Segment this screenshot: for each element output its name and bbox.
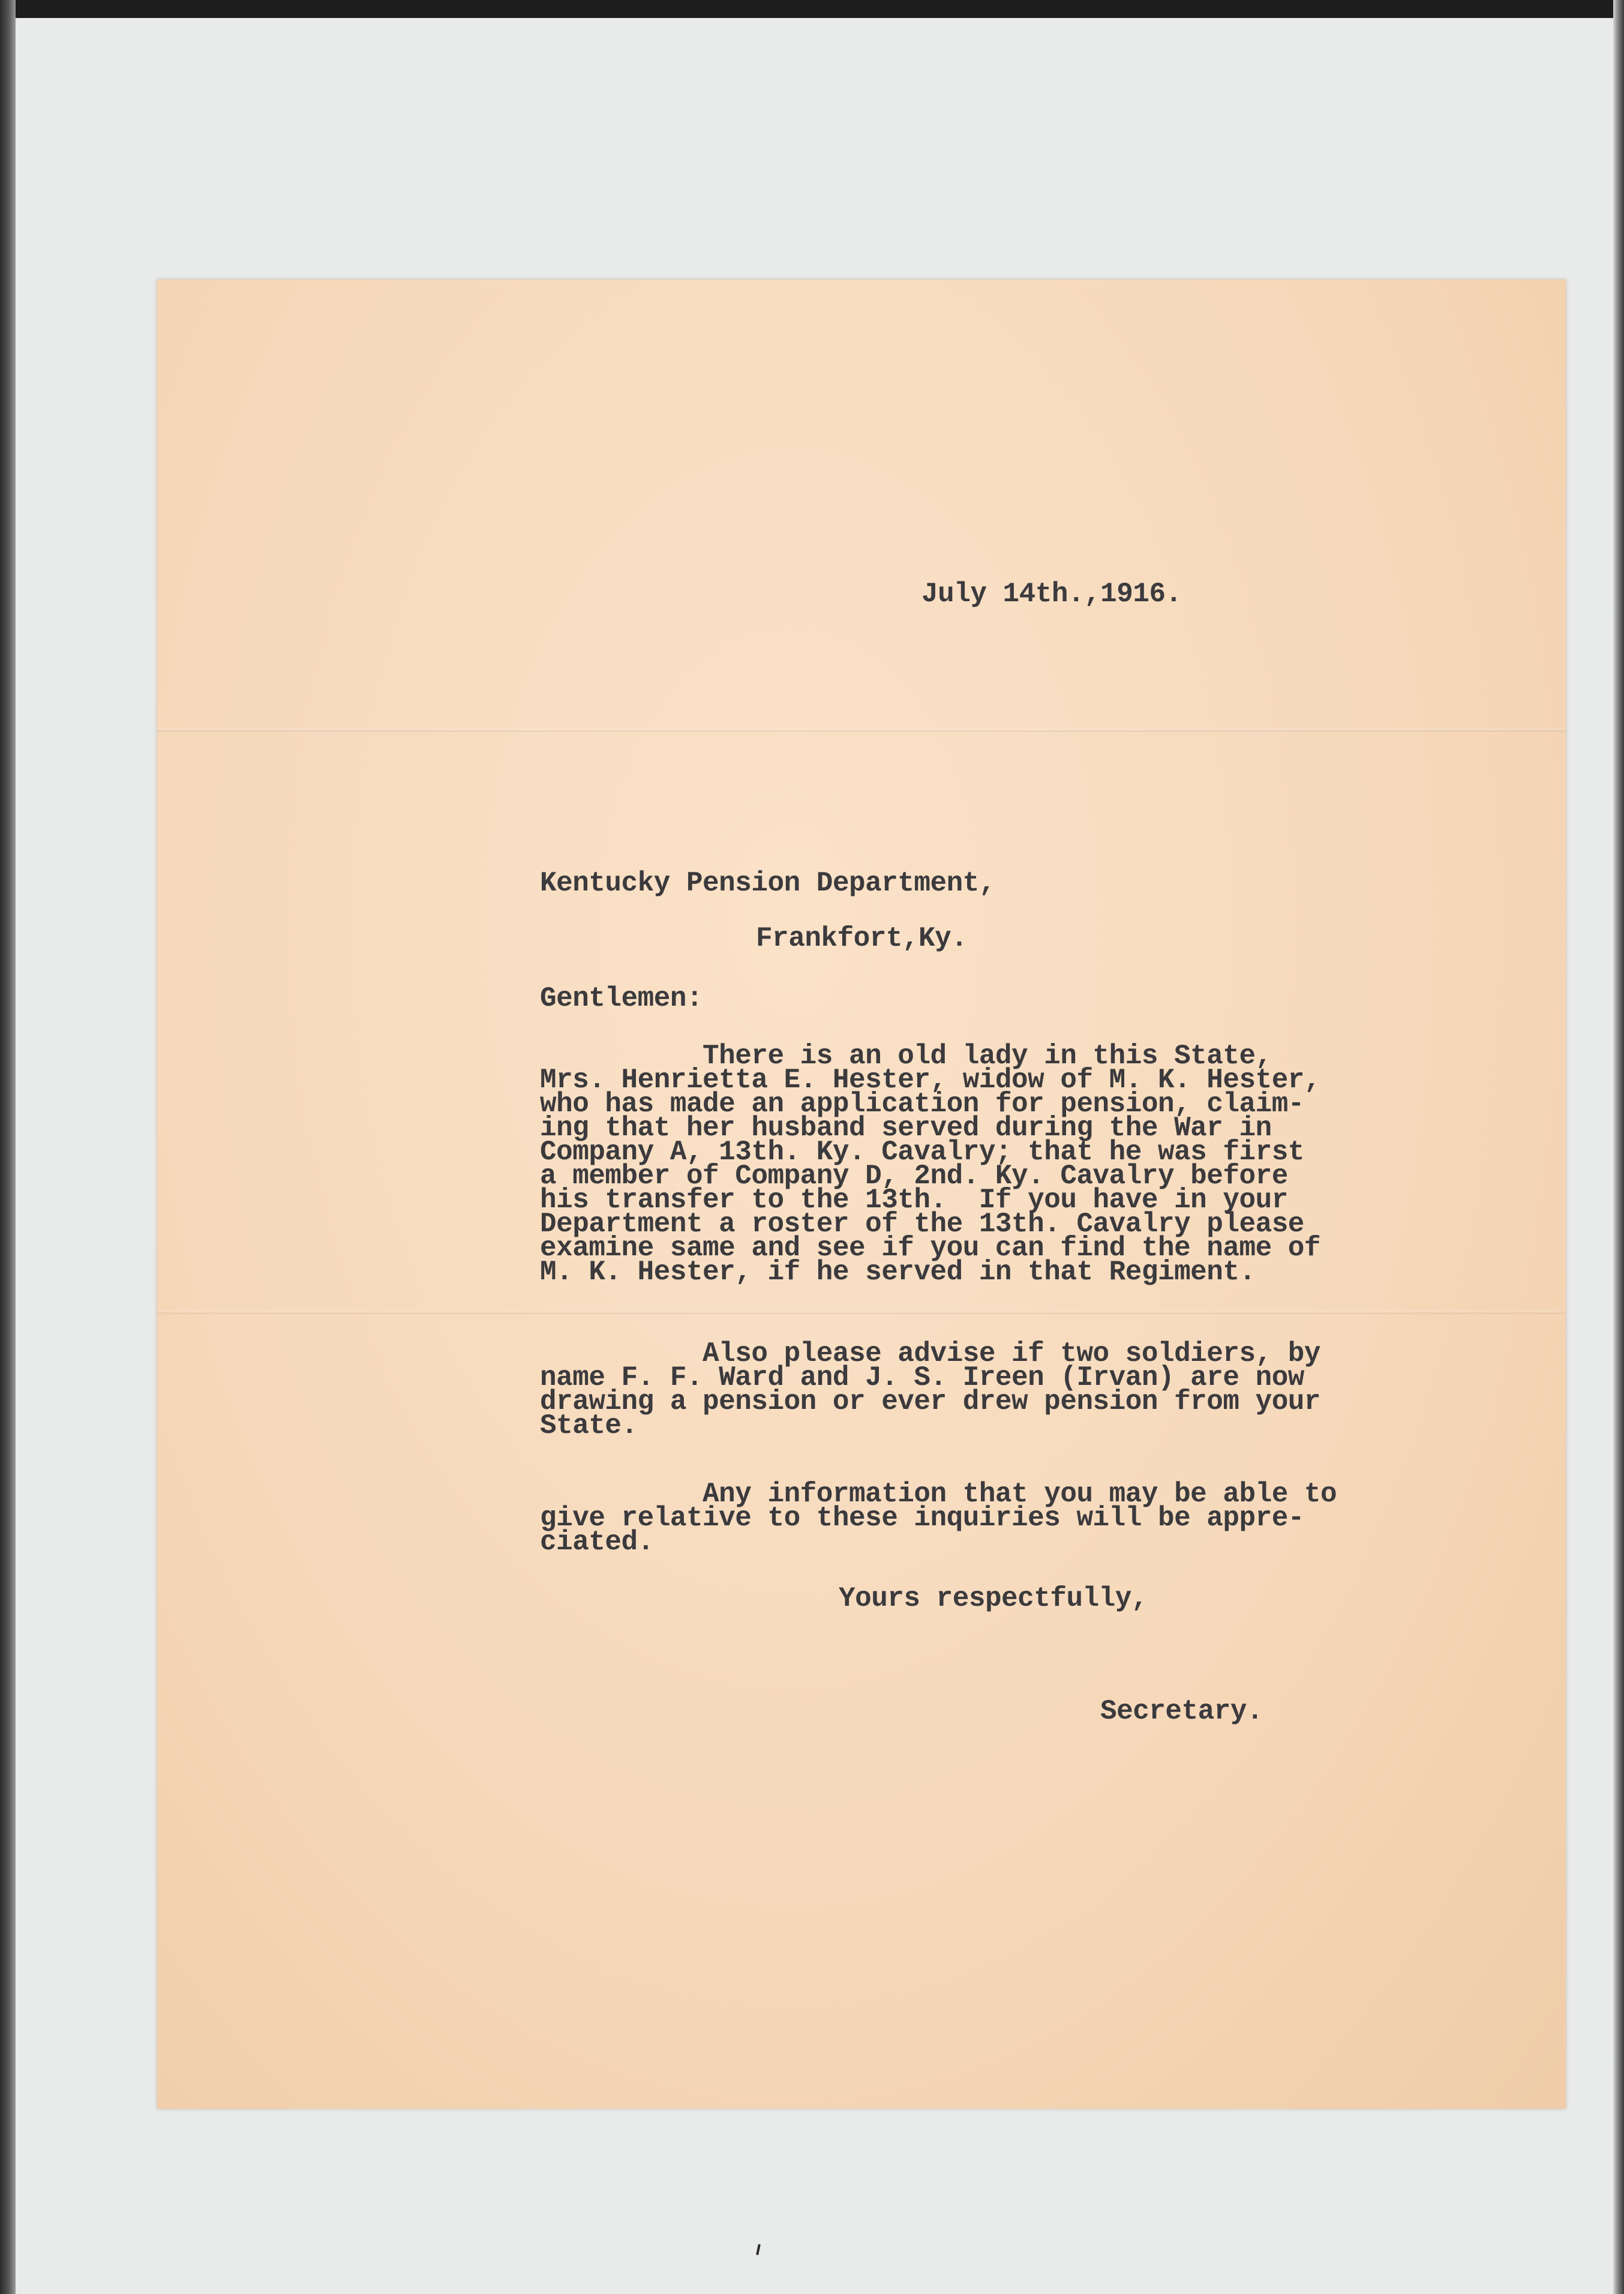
paragraph-line: Any information that you may be able to	[540, 1479, 1337, 1510]
paragraph-line: his transfer to the 13th. If you have in your	[540, 1185, 1288, 1216]
letter-addressee: Kentucky Pension Department,	[540, 868, 995, 899]
paragraph-line: State.	[540, 1410, 638, 1441]
paragraph-line: Mrs. Henrietta E. Hester, widow of M. K. Hester,	[540, 1064, 1321, 1096]
paragraph-line: Also please advise if two soldiers, by	[540, 1338, 1321, 1369]
paragraph-line: examine same and see if you can find the name of	[540, 1233, 1321, 1264]
paragraph-line: name F. F. Ward and J. S. Ireen (Irvan) are now	[540, 1362, 1304, 1393]
scanner-edge-left	[0, 0, 16, 2294]
letter-paragraph-3	[540, 1479, 1500, 1558]
paragraph-line: ing that her husband served during the War in	[540, 1112, 1272, 1144]
paragraph-line: Department a roster of the 13th. Cavalry please	[540, 1209, 1304, 1240]
letter-signature: Secretary.	[1100, 1696, 1263, 1727]
paragraph-line: drawing a pension or ever drew pension from your	[540, 1386, 1321, 1417]
paragraph-line: ciated.	[540, 1527, 654, 1558]
letter-paragraph-1	[540, 1040, 1500, 1288]
paper-fold	[157, 1311, 1566, 1314]
paragraph-line: a member of Company D, 2nd. Ky. Cavalry before	[540, 1161, 1288, 1192]
letter-city: Frankfort,Ky.	[756, 923, 968, 954]
letter-paragraph-2	[540, 1338, 1500, 1441]
scanner-edge-top	[0, 0, 1624, 18]
letter-date: July 14th.,1916.	[921, 578, 1182, 610]
letter-paper	[157, 280, 1566, 2109]
letter-salutation: Gentlemen:	[540, 983, 703, 1014]
paragraph-line: give relative to these inquiries will be appre-	[540, 1503, 1304, 1534]
letter-closing: Yours respectfully,	[839, 1583, 1148, 1614]
paragraph-line: There is an old lady in this State,	[540, 1040, 1272, 1072]
paragraph-line: who has made an application for pension, claim-	[540, 1088, 1304, 1120]
scanner-edge-right	[1613, 0, 1624, 2294]
paragraph-line: M. K. Hester, if he served in that Regiment.	[540, 1257, 1256, 1288]
paragraph-line: Company A, 13th. Ky. Cavalry; that he was first	[540, 1136, 1304, 1168]
ink-speck	[756, 2244, 761, 2255]
